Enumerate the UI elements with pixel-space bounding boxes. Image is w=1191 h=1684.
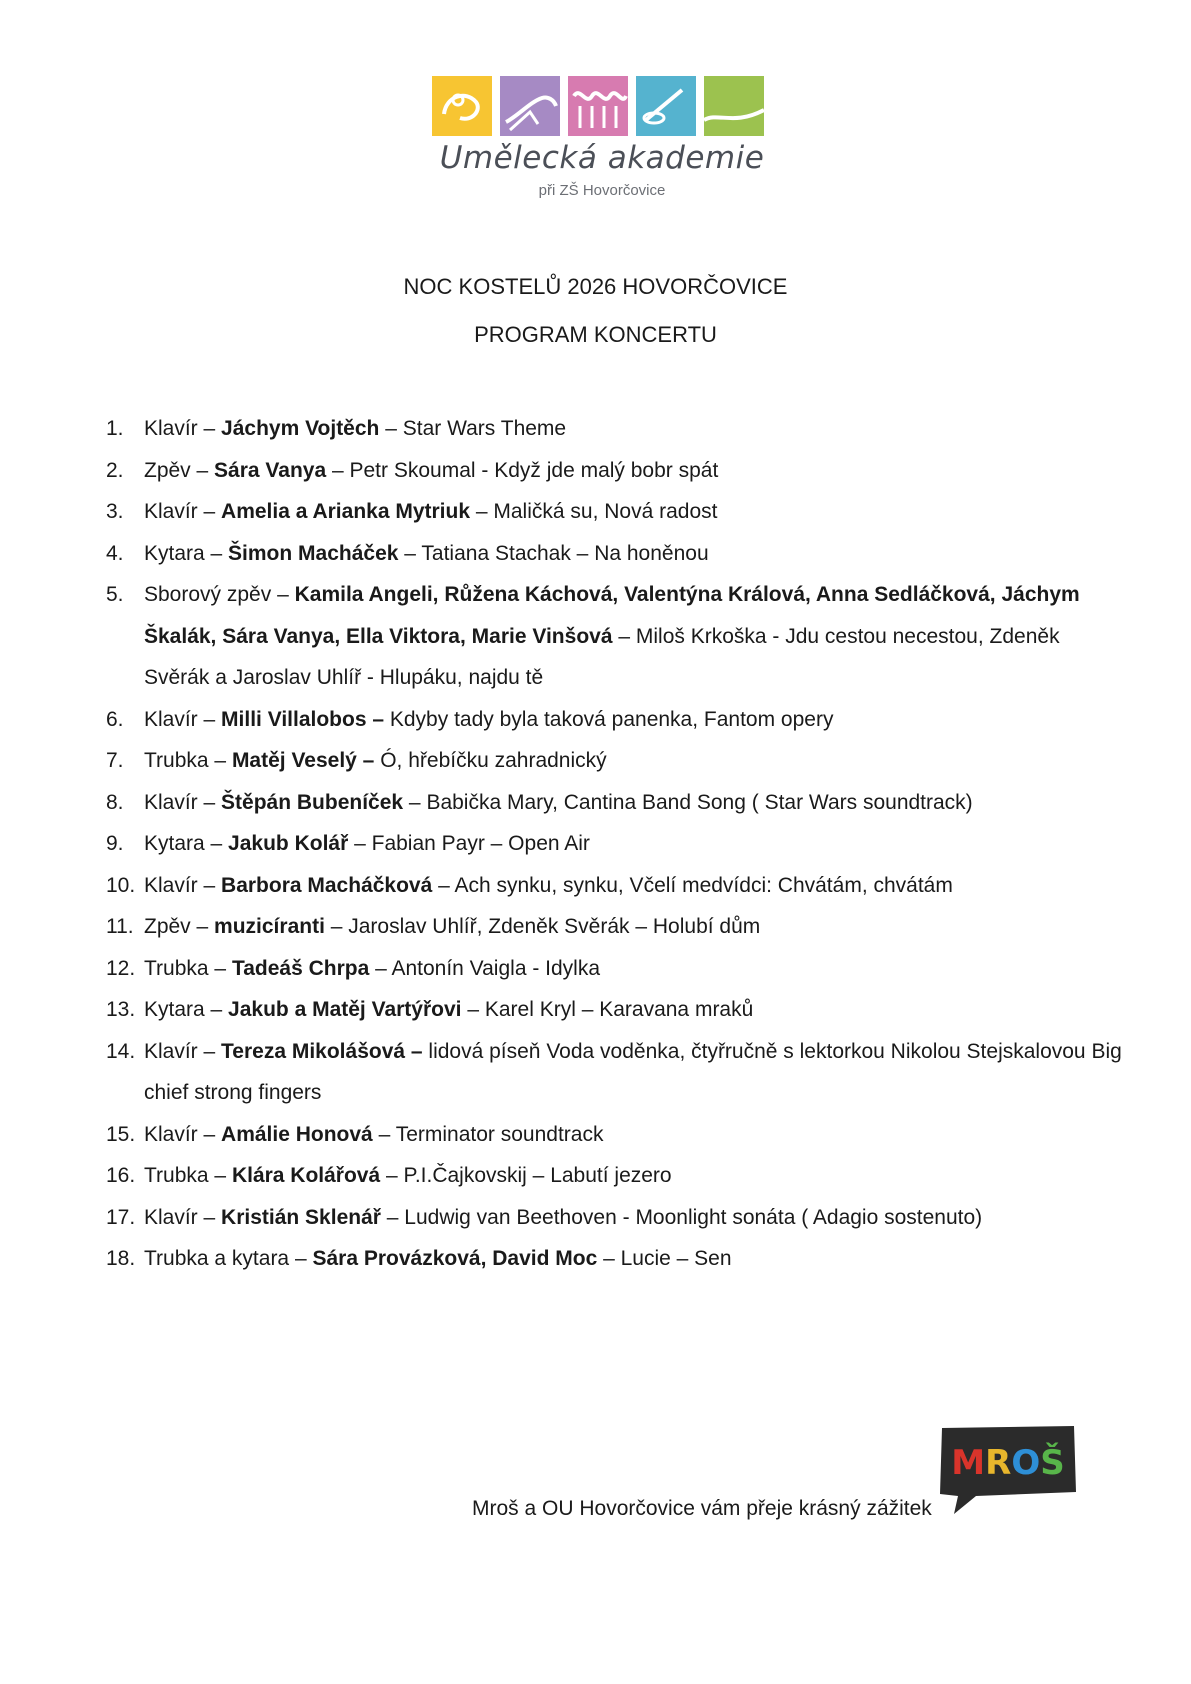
program-item-number: 13. — [106, 998, 136, 1021]
program-list — [106, 408, 1126, 1280]
program-item-performer: Barbora Macháčková — [221, 873, 433, 897]
program-item-number: 6. — [106, 707, 124, 731]
program-item-number: 17. — [106, 1205, 136, 1229]
program-item-performer: Tereza Mikolášová – — [221, 1039, 423, 1063]
program-item-instrument: Klavír – — [144, 417, 222, 440]
program-item — [106, 491, 1126, 533]
program-item-instrument: Zpěv – — [144, 915, 215, 938]
program-item-piece: – Star Wars Theme — [379, 417, 567, 440]
program-item — [106, 408, 1126, 450]
program-item-performer: Amelia a Arianka Mytriuk — [221, 500, 471, 523]
program-item — [106, 450, 1126, 492]
program-item-instrument: Klavír – — [144, 1122, 222, 1146]
program-item-performer: Matěj Veselý – — [231, 749, 375, 772]
logo-subtitle: při ZŠ Hovorčovice — [538, 182, 666, 199]
program-item-instrument: Sborový zpěv – — [144, 583, 295, 606]
landscape-tile-icon — [704, 76, 764, 136]
dance-tile-icon — [500, 76, 560, 136]
program-item — [106, 740, 1126, 782]
program-item — [106, 989, 1126, 1031]
program-item-piece: Kdyby tady byla taková panenka, Fantom opery — [384, 707, 834, 731]
program-item-performer: Kristián Sklenář — [221, 1205, 381, 1229]
program-item — [106, 948, 1126, 990]
program-item-number: 18. — [106, 1247, 136, 1270]
program-item — [106, 1197, 1126, 1239]
program-item-piece: lidová píseň Voda voděnka, čtyřručně s lektorkou Nikolou Stejskalovou Big chief strong fingers — [144, 1039, 1122, 1104]
program-item-number: 10. — [106, 873, 136, 897]
program-item-number: 5. — [106, 583, 124, 606]
program-item-piece: – Karel Kryl – Karavana mraků — [461, 998, 754, 1021]
program-item-piece: – Tatiana Stachak – Na honěnou — [398, 541, 709, 565]
program-item-piece: – Babička Mary, Cantina Band Song ( Star Wars soundtrack) — [403, 790, 973, 814]
program-item-piece: – Maličká su, Nová radost — [470, 500, 718, 523]
program-item-performer: Amálie Honová — [221, 1122, 373, 1146]
program-item-piece: – Lucie – Sen — [597, 1247, 732, 1270]
program-item-number: 2. — [106, 458, 124, 482]
program-item-instrument: Kytara – — [144, 832, 229, 855]
program-item-piece: – P.I.Čajkovskij – Labutí jezero — [380, 1164, 672, 1187]
program-item-instrument: Zpěv – — [144, 458, 215, 482]
program-item — [106, 823, 1126, 865]
program-item-performer: Klára Kolářová — [231, 1164, 381, 1187]
program-item-instrument: Kytara – — [144, 541, 229, 565]
program-item-piece: – Ach synku, synku, Včelí medvídci: Chvátám, chvátám — [432, 873, 953, 897]
program-item — [106, 1155, 1126, 1197]
program-item-number: 12. — [106, 956, 136, 980]
program-item-performer: Štěpán Bubeníček — [221, 790, 404, 814]
program-item-performer: Šimon Macháček — [228, 541, 399, 565]
program-item-instrument: Klavír – — [144, 1039, 222, 1063]
program-item-instrument: Trubka a kytara – — [144, 1247, 313, 1270]
program-item-instrument: Klavír – — [144, 1205, 222, 1229]
theatre-tile-icon — [568, 76, 628, 136]
program-item-instrument: Trubka – — [144, 1164, 232, 1187]
program-item-number: 9. — [106, 832, 124, 855]
program-item-number: 7. — [106, 749, 124, 772]
program-item-number: 11. — [106, 915, 134, 938]
program-item-instrument: Klavír – — [144, 873, 222, 897]
program-item-piece: – Petr Skoumal - Když jde malý bobr spát — [326, 458, 719, 482]
program-item-piece: Ó, hřebíčku zahradnický — [374, 749, 607, 772]
painting-tile-icon — [636, 76, 696, 136]
program-item-instrument: Trubka – — [144, 749, 232, 772]
music-tile-icon — [432, 76, 492, 136]
program-item-performer: Sára Vanya — [214, 458, 327, 482]
program-title: PROGRAM KONCERTU — [474, 322, 717, 347]
program-item-number: 8. — [106, 790, 124, 814]
program-item — [106, 533, 1126, 575]
program-item-number: 3. — [106, 500, 124, 523]
program-item-number: 14. — [106, 1039, 136, 1063]
logo-title: Umělecká akademie — [439, 140, 765, 176]
program-item-instrument: Trubka – — [144, 956, 232, 980]
footer-message: Mroš a OU Hovorčovice vám přeje krásný zážitek — [472, 1497, 932, 1520]
program-item-performer: Sára Provázková, David Moc — [312, 1247, 598, 1270]
program-item-performer: Kamila Angeli, Růžena Káchová, Valentýna Králová, Anna Sedláčková, Jáchym Škalák, Sára Vanya, Ella Viktora, Marie Vinšová — [144, 583, 1080, 648]
mros-badge-text: MROŠ — [951, 1443, 1065, 1483]
program-item — [106, 1238, 1126, 1280]
program-item-instrument: Klavír – — [144, 500, 222, 523]
program-item-piece: – Antonín Vaigla - Idylka — [369, 956, 601, 980]
program-item-performer: Jakub a Matěj Vartýřovi — [228, 998, 462, 1021]
program-item-piece: – Jaroslav Uhlíř, Zdeněk Svěrák – Holubí dům — [324, 915, 761, 938]
program-item-instrument: Klavír – — [144, 707, 222, 731]
program-item-performer: Jakub Kolář — [228, 832, 349, 855]
program-item-instrument: Kytara – — [144, 998, 229, 1021]
program-item — [106, 865, 1126, 907]
program-item-number: 15. — [106, 1122, 136, 1146]
event-title: NOC KOSTELŮ 2026 HOVORČOVICE — [403, 274, 788, 299]
program-item-piece: – Terminator soundtrack — [372, 1122, 604, 1146]
program-item-piece: – Miloš Krkoška - Jdu cestou necestou, Zdeněk Svěrák a Jaroslav Uhlíř - Hlupáku, najdu tě — [144, 624, 1060, 689]
academy-logo — [432, 76, 772, 206]
program-item-piece: – Fabian Payr – Open Air — [348, 832, 590, 855]
program-item-number: 16. — [106, 1164, 136, 1187]
program-item — [106, 1031, 1126, 1114]
program-item-number: 4. — [106, 541, 124, 565]
program-item-performer: Milli Villalobos – — [221, 707, 385, 731]
program-item-performer: muzicíranti — [214, 915, 325, 938]
program-item-performer: Jáchym Vojtěch — [221, 417, 380, 440]
program-item — [106, 782, 1126, 824]
program-item-piece: – Ludwig van Beethoven - Moonlight sonáta ( Adagio sostenuto) — [380, 1205, 983, 1229]
program-item-instrument: Klavír – — [144, 790, 222, 814]
program-item-number: 1. — [106, 417, 124, 440]
program-item — [106, 1114, 1126, 1156]
program-item-performer: Tadeáš Chrpa — [231, 956, 370, 980]
program-item — [106, 574, 1126, 699]
program-item — [106, 699, 1126, 741]
program-item — [106, 906, 1126, 948]
mros-logo — [936, 1422, 1080, 1518]
